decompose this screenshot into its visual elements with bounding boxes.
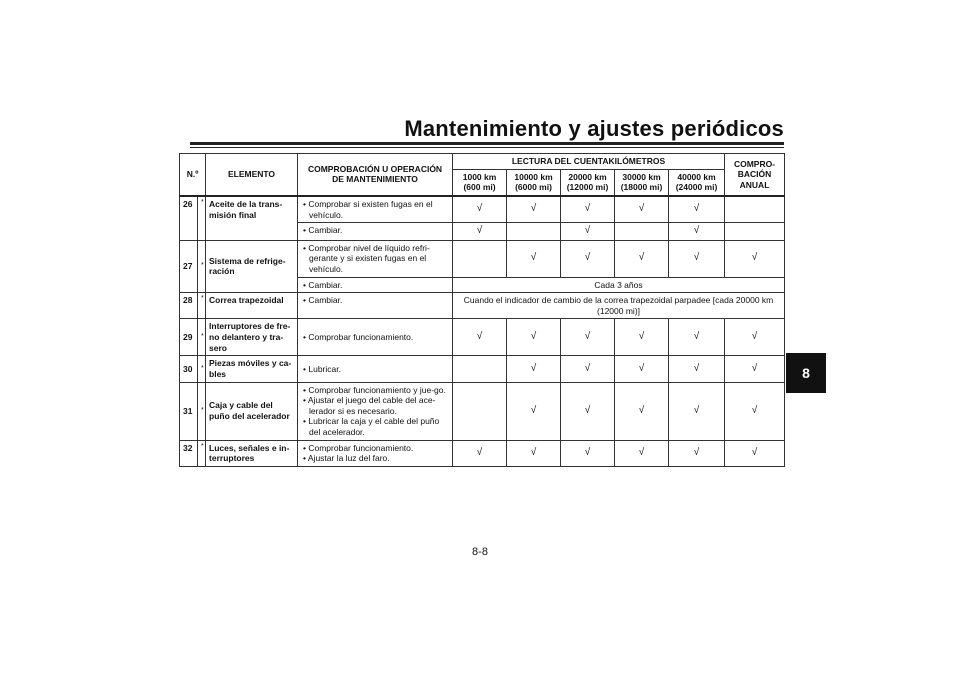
empty-cell <box>615 223 669 241</box>
maintenance-table <box>179 153 785 467</box>
item-number: 28 <box>180 293 198 319</box>
check-mark: √ <box>669 356 725 382</box>
check-mark: √ <box>669 319 725 356</box>
item-operation: • Comprobar si existen fugas en el vehículo. <box>298 196 453 223</box>
check-mark: √ <box>615 382 669 440</box>
item-operation: • Cambiar. <box>298 293 453 319</box>
check-mark: √ <box>615 240 669 277</box>
item-number: 27 <box>180 240 198 293</box>
item-operation: • Cambiar. <box>298 223 453 241</box>
col-header-check: COMPROBACIÓN U OPERACIÓN DE MANTENIMIENTO <box>298 154 453 196</box>
check-mark: √ <box>725 240 785 277</box>
empty-cell <box>453 382 507 440</box>
check-mark: √ <box>453 196 507 223</box>
item-operation: • Comprobar funcionamiento. • Ajustar la luz del faro. <box>298 440 453 466</box>
col-header-km: 40000 km (24000 mi) <box>669 169 725 196</box>
table-row <box>180 240 785 277</box>
interval-note: Cada 3 años <box>453 277 785 293</box>
item-number: 29 <box>180 319 198 356</box>
item-element: Aceite de la trans- misión final <box>206 196 298 240</box>
empty-cell <box>453 240 507 277</box>
check-mark: √ <box>725 356 785 382</box>
item-operation: • Comprobar funcionamiento. <box>298 319 453 356</box>
empty-cell <box>725 223 785 241</box>
page-title: Mantenimiento y ajustes periódicos <box>404 116 784 141</box>
col-header-km: 1000 km (600 mi) <box>453 169 507 196</box>
header-rule <box>190 142 784 145</box>
col-header-no: N.º <box>180 154 206 196</box>
empty-cell <box>725 196 785 223</box>
check-mark: √ <box>615 356 669 382</box>
dealer-star: * <box>198 196 206 240</box>
dealer-star: * <box>198 356 206 382</box>
item-operation: • Cambiar. <box>298 277 453 293</box>
empty-cell <box>507 223 561 241</box>
item-element: Piezas móviles y ca- bles <box>206 356 298 382</box>
col-header-element: ELEMENTO <box>206 154 298 196</box>
check-mark: √ <box>615 319 669 356</box>
check-mark: √ <box>507 319 561 356</box>
check-mark: √ <box>561 240 615 277</box>
check-mark: √ <box>725 319 785 356</box>
check-mark: √ <box>561 382 615 440</box>
item-operation: • Comprobar funcionamiento y jue-go. • Ajustar el juego del cable del ace-lerador si es necesario. • Lubricar la caja y el cable del puño del acelerador. <box>298 382 453 440</box>
check-mark: √ <box>561 196 615 223</box>
item-element: Luces, señales e in- terruptores <box>206 440 298 466</box>
table-row <box>180 196 785 223</box>
check-mark: √ <box>561 319 615 356</box>
item-number: 26 <box>180 196 198 240</box>
table-row <box>180 382 785 440</box>
check-mark: √ <box>453 440 507 466</box>
dealer-star: * <box>198 293 206 319</box>
item-number: 32 <box>180 440 198 466</box>
item-element: Caja y cable del puño del acelerador <box>206 382 298 440</box>
check-mark: √ <box>669 240 725 277</box>
check-mark: √ <box>507 382 561 440</box>
header-rule-thin <box>190 147 784 148</box>
check-mark: √ <box>561 440 615 466</box>
table-row <box>180 440 785 466</box>
col-header-km: 20000 km (12000 mi) <box>561 169 615 196</box>
dealer-star: * <box>198 240 206 293</box>
check-mark: √ <box>453 319 507 356</box>
check-mark: √ <box>669 382 725 440</box>
table-row <box>180 319 785 356</box>
check-mark: √ <box>615 440 669 466</box>
table-row <box>180 293 785 319</box>
dealer-star: * <box>198 440 206 466</box>
col-header-odometer: LECTURA DEL CUENTAKILÓMETROS <box>453 154 725 170</box>
check-mark: √ <box>507 240 561 277</box>
dealer-star: * <box>198 319 206 356</box>
page-number: 8-8 <box>472 546 488 558</box>
item-element: Correa trapezoidal <box>206 293 298 319</box>
check-mark: √ <box>507 440 561 466</box>
table-row <box>180 356 785 382</box>
col-header-km: 30000 km (18000 mi) <box>615 169 669 196</box>
item-number: 31 <box>180 382 198 440</box>
interval-note: Cuando el indicador de cambio de la correa trapezoidal parpadee [cada 20000 km (12000 mi)] <box>453 293 785 319</box>
check-mark: √ <box>507 356 561 382</box>
check-mark: √ <box>561 356 615 382</box>
chapter-tab: 8 <box>786 353 826 393</box>
item-operation: • Comprobar nivel de líquido refri-gerante y si existen fugas en el vehículo. <box>298 240 453 277</box>
check-mark: √ <box>669 440 725 466</box>
col-header-km: 10000 km (6000 mi) <box>507 169 561 196</box>
empty-cell <box>453 356 507 382</box>
item-element: Interruptores de fre- no delantero y tra- sero <box>206 319 298 356</box>
check-mark: √ <box>507 196 561 223</box>
check-mark: √ <box>669 196 725 223</box>
check-mark: √ <box>615 196 669 223</box>
col-header-annual: COMPRO- BACIÓN ANUAL <box>725 154 785 196</box>
check-mark: √ <box>453 223 507 241</box>
check-mark: √ <box>725 440 785 466</box>
item-number: 30 <box>180 356 198 382</box>
dealer-star: * <box>198 382 206 440</box>
check-mark: √ <box>725 382 785 440</box>
check-mark: √ <box>561 223 615 241</box>
item-element: Sistema de refrige- ración <box>206 240 298 293</box>
item-operation: • Lubricar. <box>298 356 453 382</box>
check-mark: √ <box>669 223 725 241</box>
